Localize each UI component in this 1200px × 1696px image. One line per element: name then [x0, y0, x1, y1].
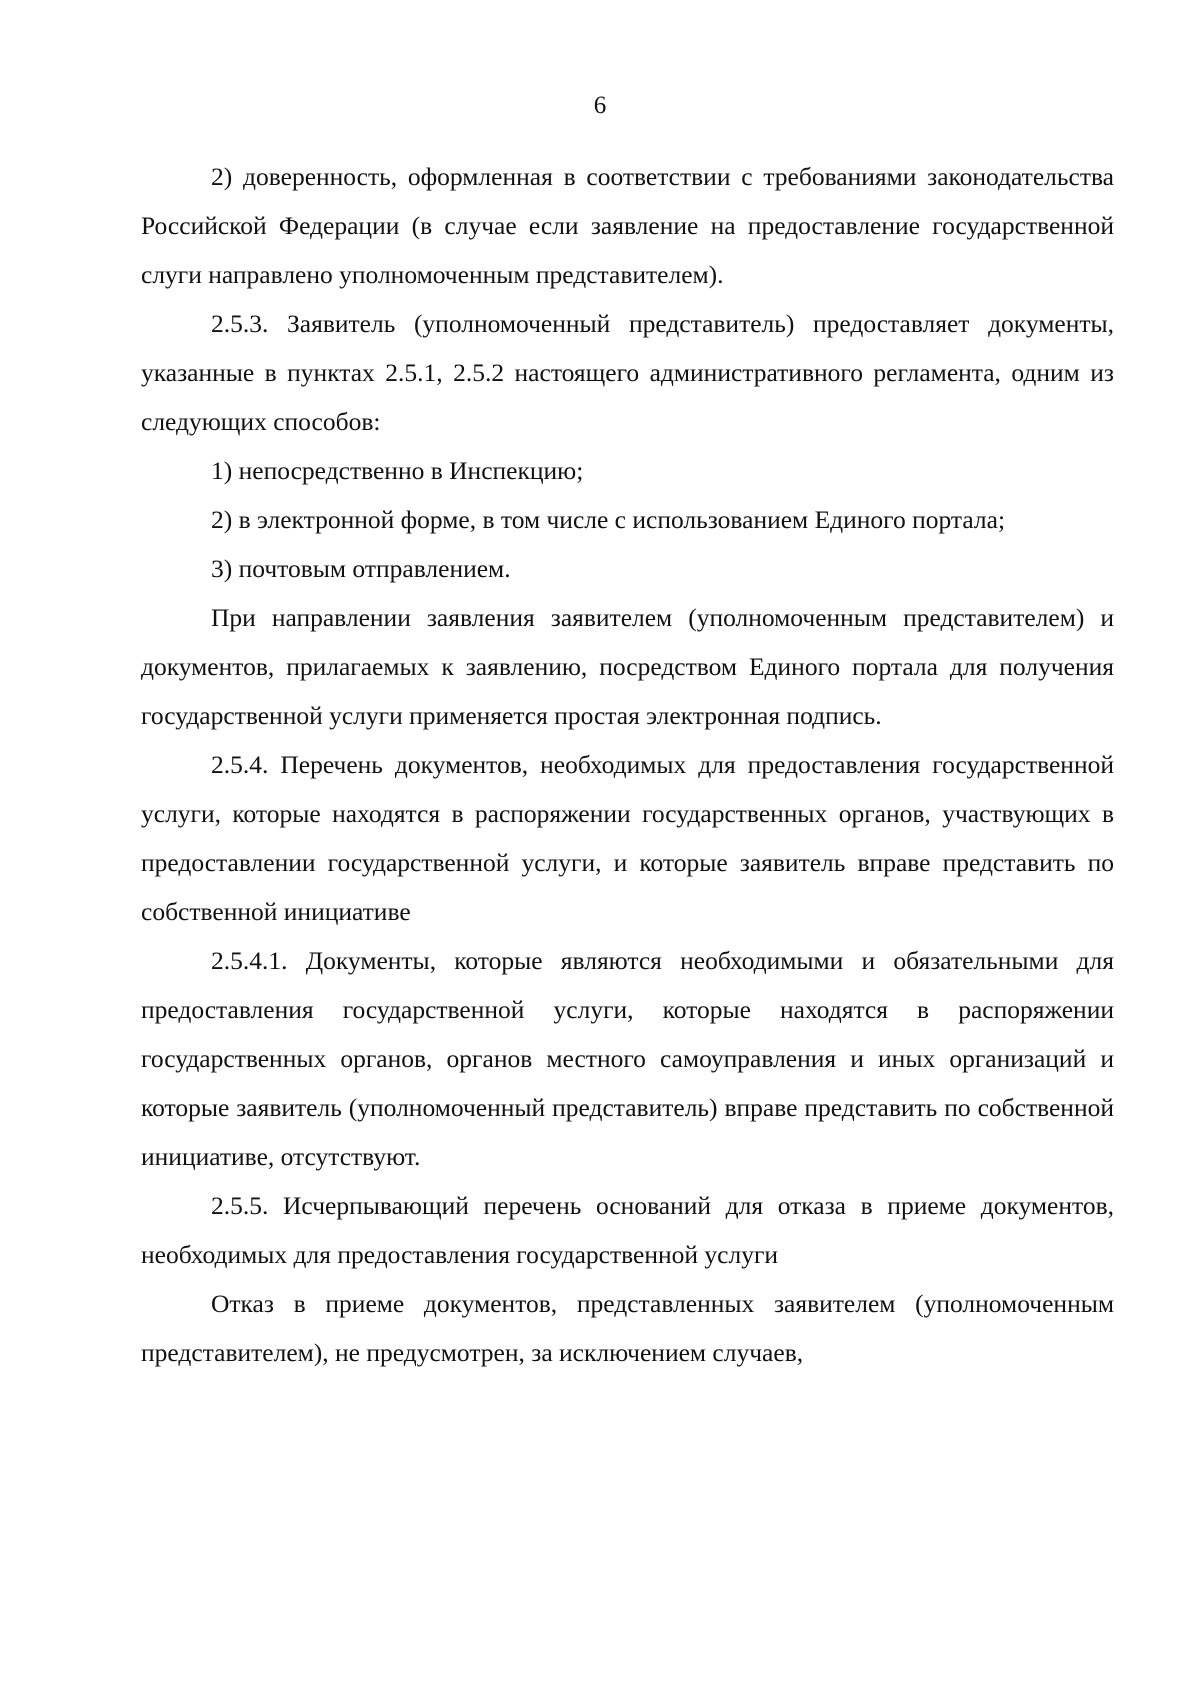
document-body [141, 152, 1114, 1377]
list-item-postal: 3) почтовым отправлением. [211, 554, 511, 583]
paragraph-2-5-5: 2.5.5. Исчерпывающий перечень оснований для отказа в приеме документов, необходимых для предоставления государственной услуги [141, 1191, 1114, 1269]
page-number: 6 [593, 92, 607, 119]
list-item-electronic: 2) в электронной форме, в том числе с использованием Единого портала; [211, 505, 1006, 534]
paragraph-2-5-3: 2.5.3. Заявитель (уполномоченный представитель) предоставляет документы, указанные в пунктах 2.5.1, 2.5.2 настоящего административного регламента, одним из следующих способов: [141, 309, 1114, 436]
paragraph-power-of-attorney: 2) доверенность, оформленная в соответствии с требованиями законодательства Российской Федерации (в случае если заявление на предоставление государственной слуги направлено уполномоченным представителем). [141, 162, 1114, 289]
list-item-in-person: 1) непосредственно в Инспекцию; [211, 456, 584, 485]
paragraph-2-5-4: 2.5.4. Перечень документов, необходимых для предоставления государственной услуги, которые находятся в распоряжении государственных органов, участвующих в предоставлении государственной услуги, и которые заявитель вправе представить по собственной инициативе [141, 750, 1114, 926]
paragraph-2-5-4-1: 2.5.4.1. Документы, которые являются необходимыми и обязательными для предоставления государственной услуги, которые находятся в распоряжении государственных органов, органов местного самоуправления и иных организаций и которые заявитель (уполномоченный представитель) вправе представить по собственной инициативе, отсутствуют. [141, 946, 1114, 1171]
paragraph-electronic-signature: При направлении заявления заявителем (уполномоченным представителем) и документов, прилагаемых к заявлению, посредством Единого портала для получения государственной услуги применяется простая электронная подпись. [141, 603, 1114, 730]
paragraph-refusal: Отказ в приеме документов, представленных заявителем (уполномоченным представителем), не предусмотрен, за исключением случаев, [141, 1289, 1114, 1367]
